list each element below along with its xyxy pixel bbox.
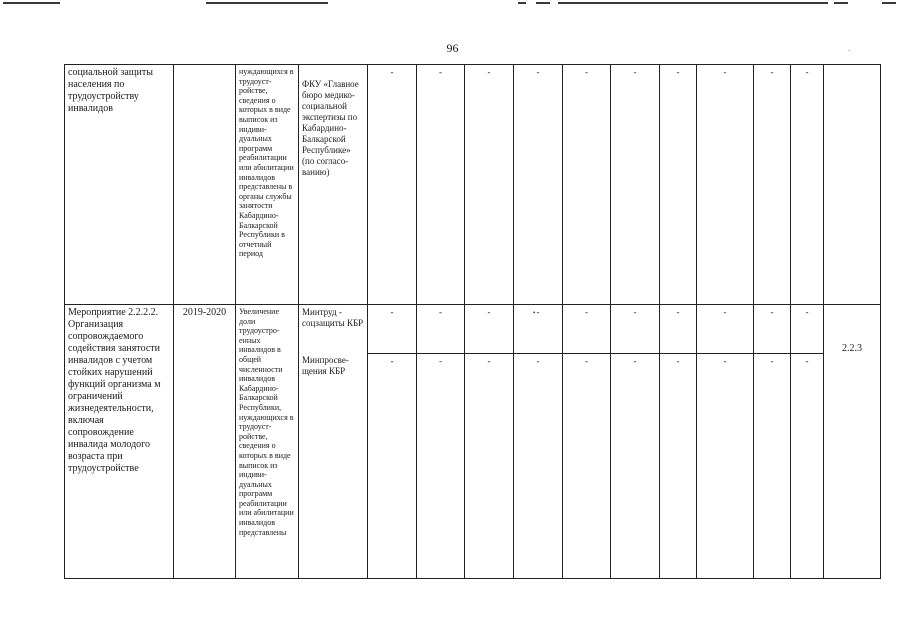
value-cell: - [368, 305, 417, 354]
measure-name-cell: социальной защиты населения по трудоустройству инвалидов [65, 65, 174, 305]
value-cell: - [697, 65, 754, 305]
value-cell: - [563, 354, 611, 579]
table-row [65, 65, 881, 305]
org-gap [302, 329, 364, 355]
value-cell: - [368, 354, 417, 579]
value-cell: - [791, 354, 824, 579]
scan-artifact-line [518, 2, 526, 4]
indicator-code-cell [824, 65, 881, 305]
value-cell: - [465, 65, 514, 305]
page-number: 96 [446, 41, 459, 55]
value-cell: - [417, 65, 465, 305]
period-cell [174, 65, 236, 305]
value-cell: - [697, 305, 754, 354]
period-cell: 2019-2020 [174, 305, 236, 579]
scan-artifact-line [3, 2, 60, 4]
responsible-org-cell [299, 65, 368, 305]
value-cell: - [465, 305, 514, 354]
indicator-cell: Увеличение доли трудоустро-енных инвалидов в общей численности инвалидов Кабардино-Балкарской Республики, нуждающихся в трудоуст-ройстве, сведения о которых в виде выписок из индиви-дуальных программ реабилитации или абилитации инвалидов представлены [236, 305, 299, 579]
value-cell: - [368, 65, 417, 305]
value-cell: - [514, 354, 563, 579]
value-cell: - [417, 305, 465, 354]
value-cell: - [611, 305, 660, 354]
value-cell: - [465, 354, 514, 579]
value-cell: - [660, 305, 697, 354]
program-measures-table [64, 64, 881, 579]
responsible-org-name: Минтруд - соцзащиты КБР [302, 307, 364, 328]
value-cell: - [791, 65, 824, 305]
value-cell: - [563, 65, 611, 305]
value-cell: - [791, 305, 824, 354]
scan-artifact-line [206, 2, 328, 4]
scan-artifact-line [558, 2, 828, 4]
indicator-cell: нуждающихся в трудоуст-ройстве, сведения о которых в виде выписок из индиви-дуальных программ реабилитации или абилитации инвалидов представлены в органы службы занятости Кабардино-Балкарской Республики в отчетный период [236, 65, 299, 305]
value-cell: - [611, 354, 660, 579]
value-cell: - [417, 354, 465, 579]
measure-name-cell: Мероприятие 2.2.2.2. Организация сопровождаемого содействия занятости инвалидов с учетом стойких нарушений функций организма м ограничений жизнедеятельности, включая сопровождение инвалида молодого возраста при трудоустройстве [65, 305, 174, 579]
scan-artifact-line [834, 2, 848, 4]
responsible-org-name: Минпросве-щения КБР [302, 355, 349, 376]
responsible-org-name: ФКУ «Главное бюро медико-социальной экспертизы по Кабардино-Балкарской Республике» (по согласо-ванию) [302, 79, 359, 177]
value-cell: - [660, 65, 697, 305]
responsible-org-cell [299, 305, 368, 579]
indicator-code: 2.2.3 [842, 343, 862, 354]
value-cell: - [754, 354, 791, 579]
value-cell: - [514, 65, 563, 305]
value-cell: - [754, 65, 791, 305]
table-row [65, 305, 881, 354]
scan-speck: · [848, 47, 851, 55]
scan-speck: • [533, 309, 536, 317]
value-cell: - [660, 354, 697, 579]
scan-artifact-line [882, 2, 896, 4]
value-cell: - [754, 305, 791, 354]
indicator-code-cell [824, 305, 881, 579]
value-cell: - [514, 305, 563, 354]
value-cell: - [697, 354, 754, 579]
value-cell: - [563, 305, 611, 354]
scan-artifact-line [536, 2, 550, 4]
value-cell: - [611, 65, 660, 305]
